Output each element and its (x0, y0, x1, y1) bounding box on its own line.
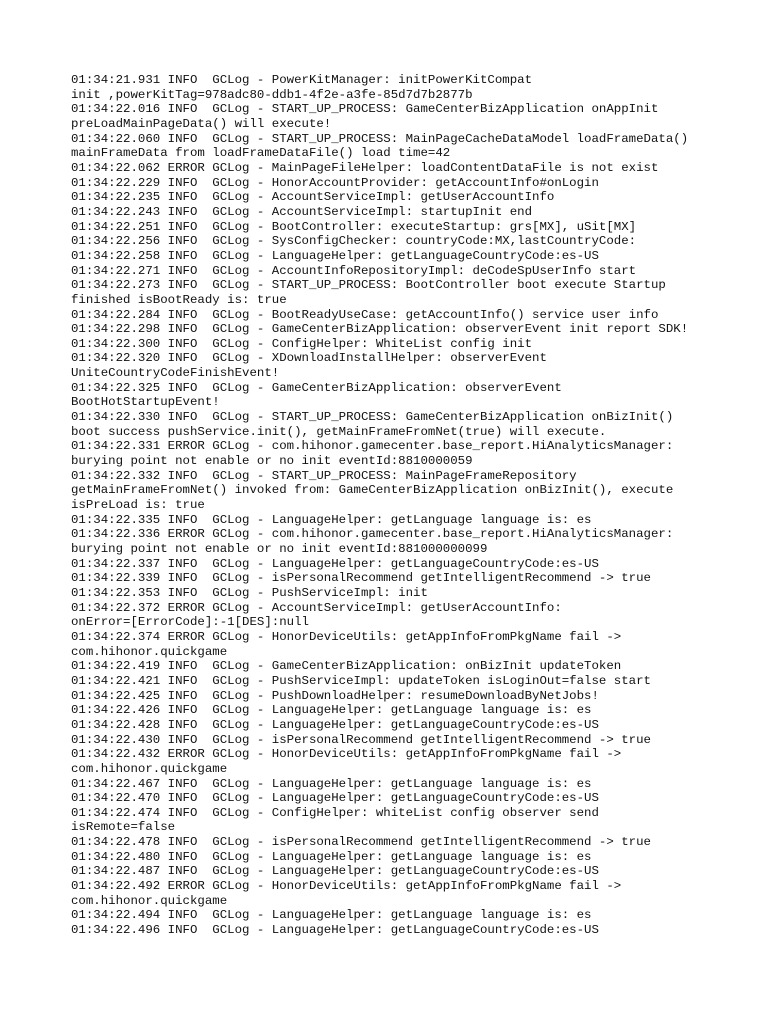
log-line: com.hihonor.quickgame (71, 644, 228, 659)
log-line: 01:34:22.337 INFO GCLog - LanguageHelper: getLanguageCountryCode:es-US (71, 556, 599, 571)
log-line: 01:34:22.470 INFO GCLog - LanguageHelper: getLanguageCountryCode:es-US (71, 791, 599, 806)
log-line: mainFrameData from loadFrameDataFile() load time=42 (71, 146, 451, 161)
log-line: com.hihonor.quickgame (71, 893, 228, 908)
log-line: 01:34:22.298 INFO GCLog - GameCenterBizApplication: observerEvent init report SDK! (71, 322, 689, 337)
log-line: finished isBootReady is: true (71, 292, 287, 307)
log-line: 01:34:22.229 INFO GCLog - HonorAccountProvider: getAccountInfo#onLogin (71, 175, 599, 190)
log-line: 01:34:22.062 ERROR GCLog - MainPageFileHelper: loadContentDataFile is not exist (71, 160, 659, 175)
log-line: 01:34:22.372 ERROR GCLog - AccountServiceImpl: getUserAccountInfo: (71, 600, 562, 615)
log-line: 01:34:22.492 ERROR GCLog - HonorDeviceUtils: getAppInfoFromPkgName fail -> (71, 879, 622, 894)
log-line: 01:34:22.426 INFO GCLog - LanguageHelper: getLanguage language is: es (71, 703, 592, 718)
log-line: 01:34:22.258 INFO GCLog - LanguageHelper: getLanguageCountryCode:es-US (71, 248, 599, 263)
log-line: isRemote=false (71, 820, 176, 835)
log-line: 01:34:22.330 INFO GCLog - START_UP_PROCESS: GameCenterBizApplication onBizInit() (71, 410, 674, 425)
log-line: 01:34:22.235 INFO GCLog - AccountServiceImpl: getUserAccountInfo (71, 190, 555, 205)
log-line: 01:34:22.331 ERROR GCLog - com.hihonor.gamecenter.base_report.HiAnalyticsManager: (71, 439, 674, 454)
log-line: 01:34:22.478 INFO GCLog - isPersonalRecommend getIntelligentRecommend -> true (71, 835, 651, 850)
log-line: 01:34:22.421 INFO GCLog - PushServiceImpl: updateToken isLoginOut=false start (71, 673, 651, 688)
log-line: 01:34:22.325 INFO GCLog - GameCenterBizApplication: observerEvent (71, 380, 562, 395)
log-line: burying point not enable or no init eventId:881000000099 (71, 542, 488, 556)
log-text-block (71, 73, 731, 938)
log-line: 01:34:22.353 INFO GCLog - PushServiceImpl: init (71, 585, 428, 600)
log-line: 01:34:22.374 ERROR GCLog - HonorDeviceUtils: getAppInfoFromPkgName fail -> (71, 629, 622, 644)
log-line: getMainFrameFromNet() invoked from: GameCenterBizApplication onBizInit(), execute (71, 483, 674, 498)
log-line: 01:34:22.467 INFO GCLog - LanguageHelper: getLanguage language is: es (71, 776, 592, 791)
log-line: 01:34:22.432 ERROR GCLog - HonorDeviceUtils: getAppInfoFromPkgName fail -> (71, 747, 622, 762)
log-line: 01:34:22.419 INFO GCLog - GameCenterBizApplication: onBizInit updateToken (71, 659, 622, 674)
log-line: init ,powerKitTag=978adc80-ddb1-4f2e-a3fe-85d7d7b2877b (71, 87, 473, 102)
log-line: isPreLoad is: true (71, 498, 205, 513)
log-line: 01:34:22.243 INFO GCLog - AccountServiceImpl: startupInit end (71, 204, 533, 219)
log-line: UniteCountryCodeFinishEvent! (71, 366, 280, 381)
log-line: 01:34:22.480 INFO GCLog - LanguageHelper: getLanguage language is: es (71, 849, 592, 864)
log-line: 01:34:21.931 INFO GCLog - PowerKitManager: initPowerKitCompat (71, 73, 533, 87)
log-line: 01:34:22.430 INFO GCLog - isPersonalRecommend getIntelligentRecommend -> true (71, 732, 651, 747)
log-line: 01:34:22.339 INFO GCLog - isPersonalRecommend getIntelligentRecommend -> true (71, 571, 651, 586)
log-line: 01:34:22.060 INFO GCLog - START_UP_PROCESS: MainPageCacheDataModel loadFrameData() (71, 131, 689, 146)
log-line: 01:34:22.273 INFO GCLog - START_UP_PROCESS: BootController boot execute Startup (71, 278, 666, 293)
log-line: 01:34:22.336 ERROR GCLog - com.hihonor.gamecenter.base_report.HiAnalyticsManager: (71, 527, 674, 542)
log-line: 01:34:22.496 INFO GCLog - LanguageHelper: getLanguageCountryCode:es-US (71, 923, 599, 938)
log-line: 01:34:22.284 INFO GCLog - BootReadyUseCase: getAccountInfo() service user info (71, 307, 659, 322)
log-line: 01:34:22.300 INFO GCLog - ConfigHelper: WhiteList config init (71, 336, 533, 351)
log-line: 01:34:22.332 INFO GCLog - START_UP_PROCESS: MainPageFrameRepository (71, 468, 577, 483)
log-line: com.hihonor.quickgame (71, 761, 228, 776)
log-line: preLoadMainPageData() will execute! (71, 116, 332, 131)
log-line: 01:34:22.494 INFO GCLog - LanguageHelper: getLanguage language is: es (71, 908, 592, 923)
log-line: burying point not enable or no init eventId:8810000059 (71, 454, 473, 469)
log-line: 01:34:22.256 INFO GCLog - SysConfigChecker: countryCode:MX,lastCountryCode: (71, 234, 637, 249)
log-line: BootHotStartupEvent! (71, 395, 220, 410)
log-line: 01:34:22.016 INFO GCLog - START_UP_PROCESS: GameCenterBizApplication onAppInit (71, 102, 659, 117)
log-line: 01:34:22.335 INFO GCLog - LanguageHelper: getLanguage language is: es (71, 512, 592, 527)
log-line: 01:34:22.251 INFO GCLog - BootController: executeStartup: grs[MX], uSit[MX] (71, 219, 637, 234)
log-line: 01:34:22.428 INFO GCLog - LanguageHelper: getLanguageCountryCode:es-US (71, 717, 599, 732)
log-line: 01:34:22.474 INFO GCLog - ConfigHelper: whiteList config observer send (71, 805, 599, 820)
log-line: 01:34:22.487 INFO GCLog - LanguageHelper: getLanguageCountryCode:es-US (71, 864, 599, 879)
log-line: 01:34:22.271 INFO GCLog - AccountInfoRepositoryImpl: deCodeSpUserInfo start (71, 263, 637, 278)
log-line: onError=[ErrorCode]:-1[DES]:null (71, 615, 309, 630)
log-line: 01:34:22.425 INFO GCLog - PushDownloadHelper: resumeDownloadByNetJobs! (71, 688, 599, 703)
log-line: 01:34:22.320 INFO GCLog - XDownloadInstallHelper: observerEvent (71, 351, 547, 366)
log-line: boot success pushService.init(), getMainFrameFromNet(true) will execute. (71, 424, 607, 439)
